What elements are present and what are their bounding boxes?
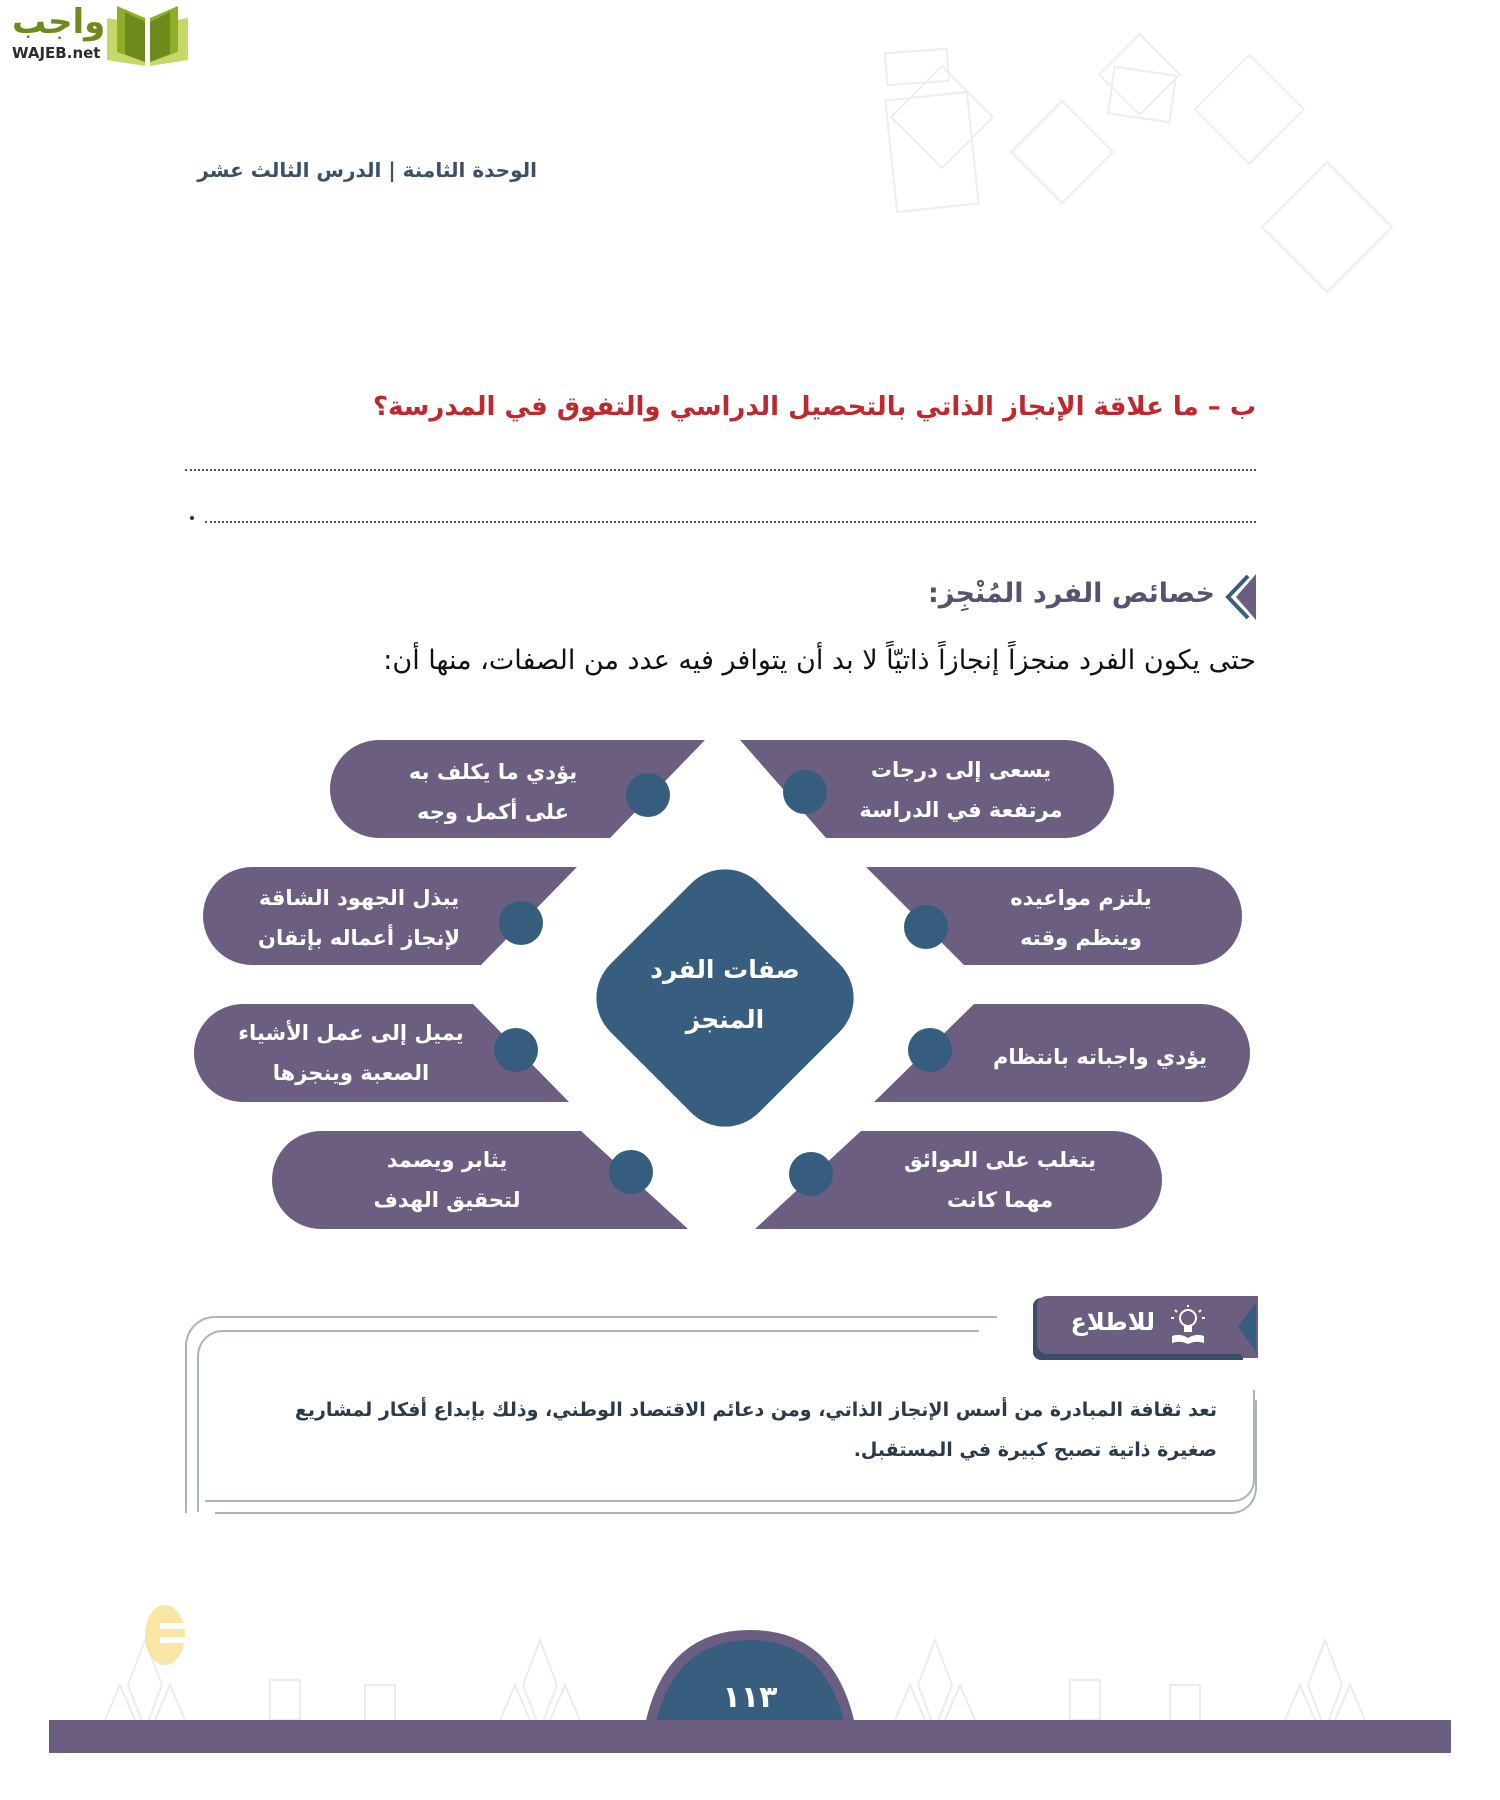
bullet-dot — [904, 905, 948, 949]
trait-text-right-4: يتغلب على العوائق مهما كانت — [903, 1148, 1097, 1212]
logo-arabic: واجب — [12, 2, 106, 42]
footer-bar — [49, 1720, 1451, 1753]
answer-line-2[interactable] — [205, 521, 1256, 523]
tab-chevron-icon — [1224, 1296, 1258, 1358]
trait-text-left-4: يثابر ويصمد لتحقيق الهدف — [373, 1148, 521, 1212]
bullet-dot — [626, 773, 670, 817]
answer-line-1[interactable] — [185, 469, 1256, 471]
double-chevron-icon — [1222, 572, 1258, 622]
book-logo-icon — [105, 4, 190, 66]
info-line-2: صغيرة ذاتية تصبح كبيرة في المستقبل. — [853, 1439, 1217, 1461]
trait-text-right-1: يسعى إلى درجات مرتفعة في الدراسة — [859, 758, 1063, 822]
trait-text-right-3: يؤدي واجباته بانتظام — [992, 1045, 1208, 1069]
bullet-dot — [499, 901, 543, 945]
logo-latin: WAJEB.net — [12, 44, 101, 62]
center-label — [650, 945, 800, 1045]
trait-text-left-1: يؤدي ما يكلف به على أكمل وجه — [408, 760, 578, 824]
page-number: ١١٣ — [722, 1680, 778, 1715]
question-b: ب – ما علاقة الإنجاز الذاتي بالتحصيل الدراسي والتفوق في المدرسة؟ — [372, 392, 1256, 422]
info-line-1: تعد ثقافة المبادرة من أسس الإنجاز الذاتي، ومن دعائم الاقتصاد الوطني، وذلك بإبداع أفكار لمشاريع — [294, 1399, 1217, 1421]
info-text — [217, 1390, 1217, 1470]
center-label-line-1: صفات الفرد — [650, 955, 800, 984]
bullet-dot — [494, 1028, 538, 1072]
lightbulb-book-icon — [1168, 1304, 1208, 1346]
bullet-dot — [908, 1028, 952, 1072]
bullet-dot — [609, 1150, 653, 1194]
bullet-dot — [783, 770, 827, 814]
trait-text-left-3: يميل إلى عمل الأشياء الصعبة وينجزها — [238, 1021, 464, 1085]
info-tab-label: للاطلاع — [1070, 1308, 1155, 1336]
trait-text-right-2: يلتزم مواعيده وينظم وقته — [1010, 886, 1152, 950]
section-heading: خصائص الفرد المُنْجِز: — [927, 578, 1215, 609]
trait-text-left-2: يبذل الجهود الشاقة لإنجاز أعماله بإتقان — [258, 886, 460, 950]
line-end-dot — [190, 516, 194, 520]
section-intro: حتى يكون الفرد منجزاً إنجازاً ذاتيّاً لا بد أن يتوافر فيه عدد من الصفات، منها أن: — [383, 645, 1256, 676]
ministry-emblem-icon — [130, 1585, 200, 1675]
center-label-line-2: المنجز — [685, 1005, 765, 1034]
lesson-breadcrumb: الوحدة الثامنة | الدرس الثالث عشر — [197, 158, 537, 182]
bullet-dot — [789, 1152, 833, 1196]
